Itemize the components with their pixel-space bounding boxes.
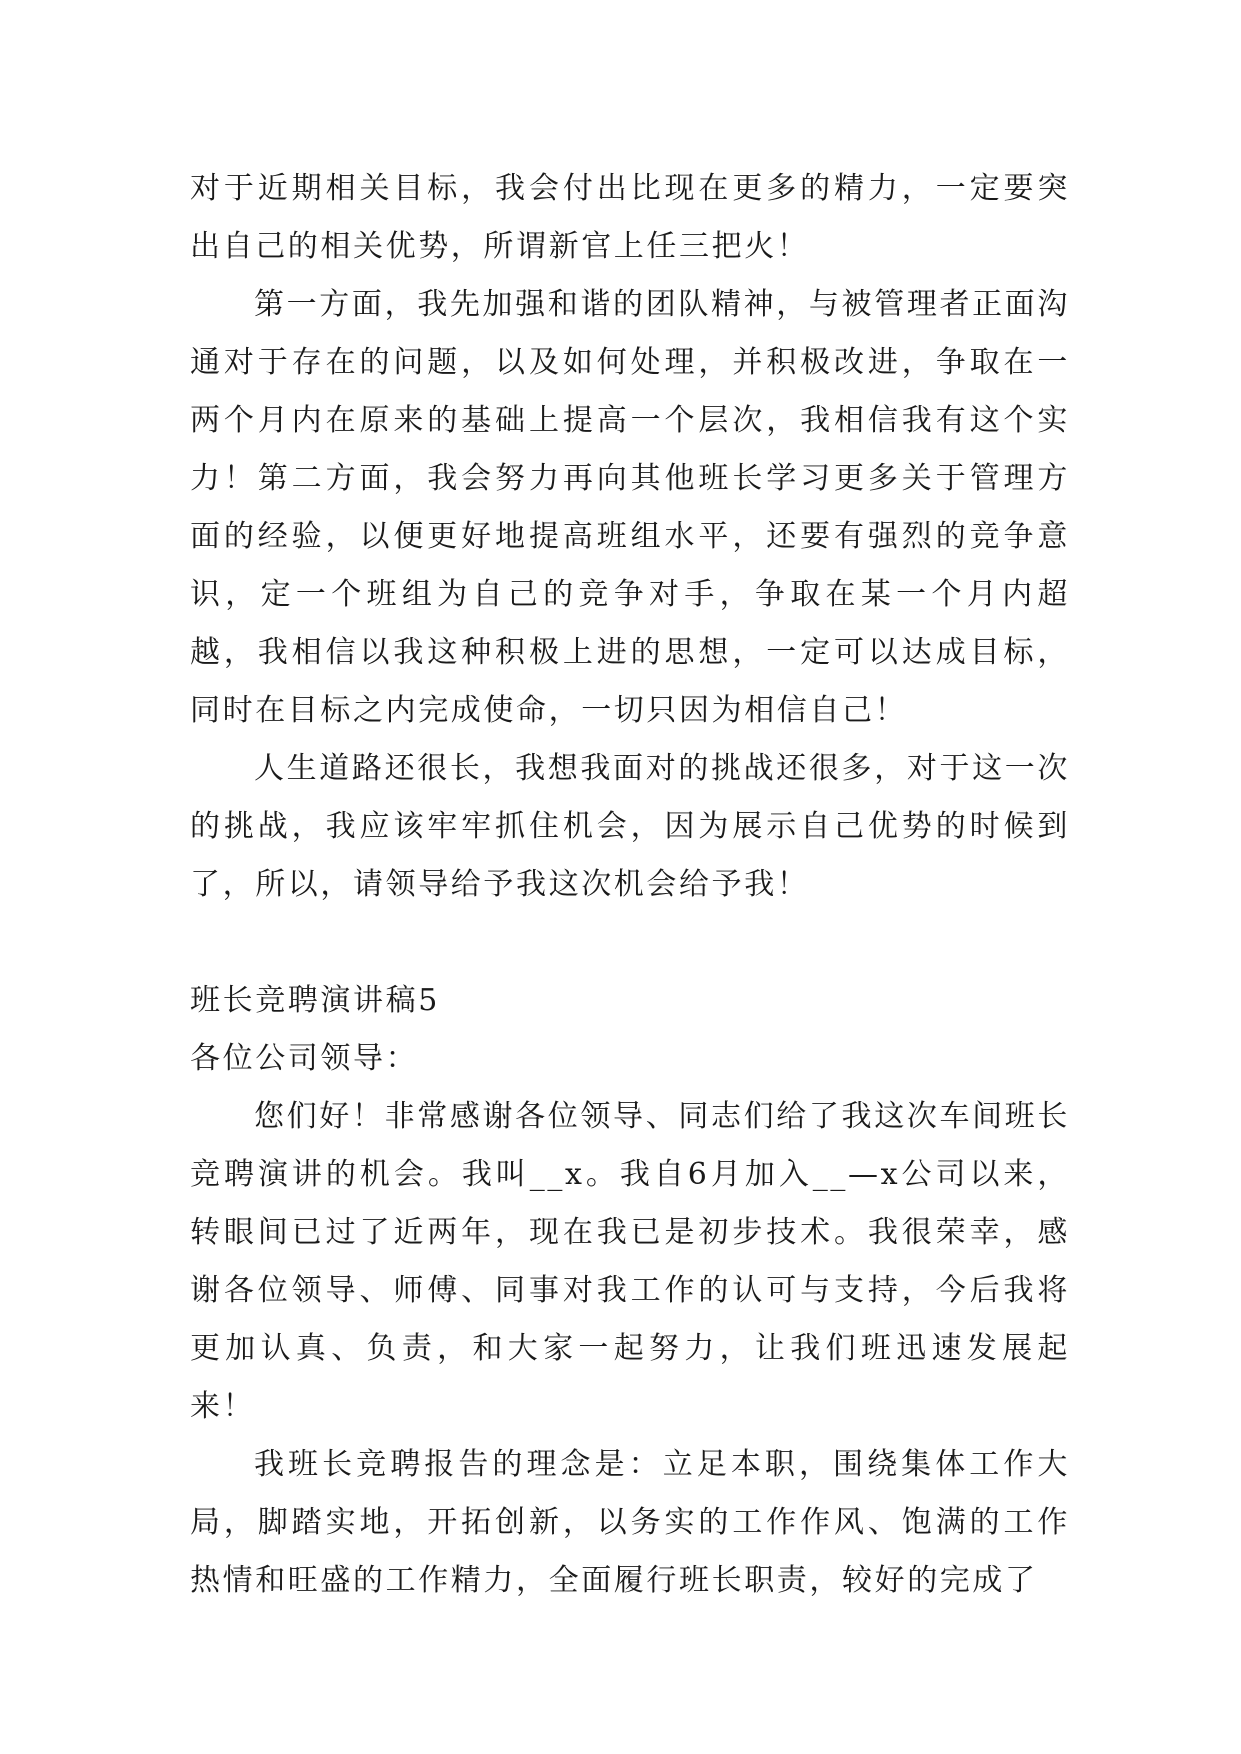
document-body bbox=[190, 160, 1070, 1610]
paragraph-closing: 人生道路还很长，我想我面对的挑战还很多，对于这一次的挑战，我应该牢牢抓住机会，因为展示自己优势的时候到了，所以，请领导给予我这次机会给予我！ bbox=[190, 751, 1070, 902]
paragraph-continuation: 对于近期相关目标，我会付出比现在更多的精力，一定要突出自己的相关优势，所谓新官上任三把火！ bbox=[190, 171, 1070, 264]
paragraph-greeting: 您们好！非常感谢各位领导、同志们给了我这次车间班长竞聘演讲的机会。我叫__x。我自6月加入__—x公司以来，转眼间已过了近两年，现在我已是初步技术。我很荣幸，感谢各位领导、师傅、同事对我工作的认可与支持，今后我将更加认真、负责，和大家一起努力，让我们班迅速发展起来！ bbox=[190, 1099, 1070, 1424]
section-spacer bbox=[190, 914, 1070, 972]
paragraph-philosophy: 我班长竞聘报告的理念是：立足本职，围绕集体工作大局，脚踏实地，开拓创新，以务实的工作作风、饱满的工作热情和旺盛的工作精力，全面履行班长职责，较好的完成了 bbox=[190, 1447, 1070, 1598]
salutation: 各位公司领导： bbox=[190, 1041, 419, 1076]
section-title: 班长竞聘演讲稿5 bbox=[190, 983, 440, 1018]
paragraph-plan: 第一方面，我先加强和谐的团队精神，与被管理者正面沟通对于存在的问题，以及如何处理，并积极改进，争取在一两个月内在原来的基础上提高一个层次，我相信我有这个实力！第二方面，我会努力再向其他班长学习更多关于管理方面的经验，以便更好地提高班组水平，还要有强烈的竞争意识，定一个班组为自己的竞争对手，争取在某一个月内超越，我相信以我这种积极上进的思想，一定可以达成目标，同时在目标之内完成使命，一切只因为相信自己！ bbox=[190, 287, 1070, 728]
